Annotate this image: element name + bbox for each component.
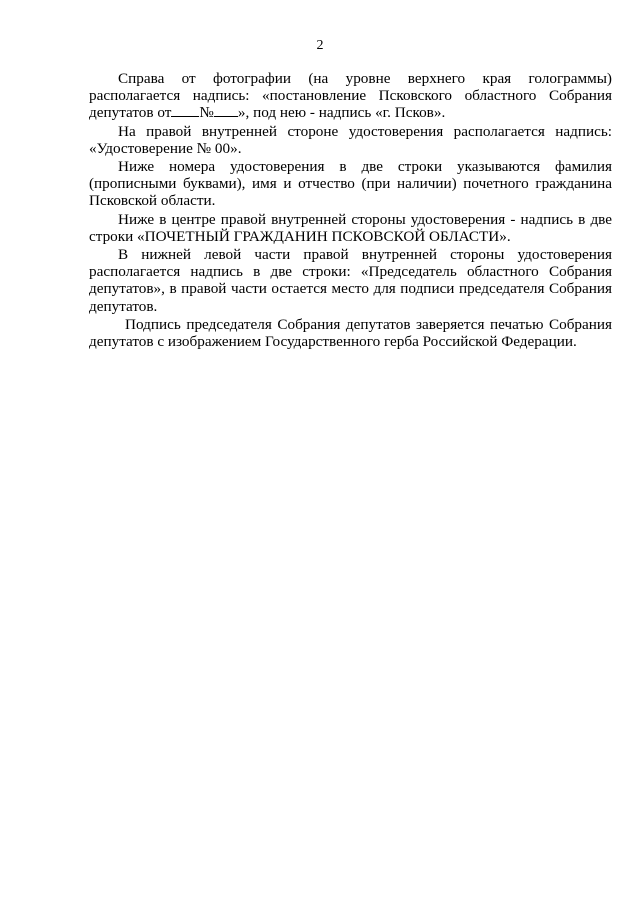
paragraph-photo-caption-text-a: Справа от фотографии (на уровне верхнего края голограммы) располагается надпись: «постановление Псковского областного Собрания депутатов от bbox=[89, 70, 612, 122]
paragraph-chairman-inscription: В нижней левой части правой внутренней стороны удостоверения располагается надпись в две строки: «Председатель областного Собрания депутатов», в правой части остается место для подписи председателя Собрания депутатов. bbox=[89, 246, 612, 315]
number-blank-line bbox=[214, 104, 238, 117]
paragraph-certificate-inscription: На правой внутренней стороне удостоверения располагается надпись: «Удостоверение № 00». bbox=[89, 122, 612, 157]
paragraph-citizen-name: Ниже номера удостоверения в две строки указываются фамилия (прописными буквами), имя и отчество (при наличии) почетного гражданина Псковской области. bbox=[89, 158, 612, 210]
paragraph-photo-caption-text-b: № bbox=[199, 104, 214, 122]
page-number: 2 bbox=[316, 38, 324, 53]
date-blank-line bbox=[171, 104, 199, 117]
paragraph-photo-caption bbox=[89, 70, 612, 122]
paragraph-honorary-title: Ниже в центре правой внутренней стороны удостоверения - надпись в две строки «ПОЧЕТНЫЙ ГРАЖДАНИН ПСКОВСКОЙ ОБЛАСТИ». bbox=[89, 210, 612, 245]
paragraph-photo-caption-text-c: », под нею - надпись «г. Псков». bbox=[237, 104, 446, 122]
paragraph-seal: Подпись председателя Собрания депутатов заверяется печатью Собрания депутатов с изображением Государственного герба Российской Федерации. bbox=[89, 315, 612, 351]
document-body bbox=[89, 70, 612, 351]
